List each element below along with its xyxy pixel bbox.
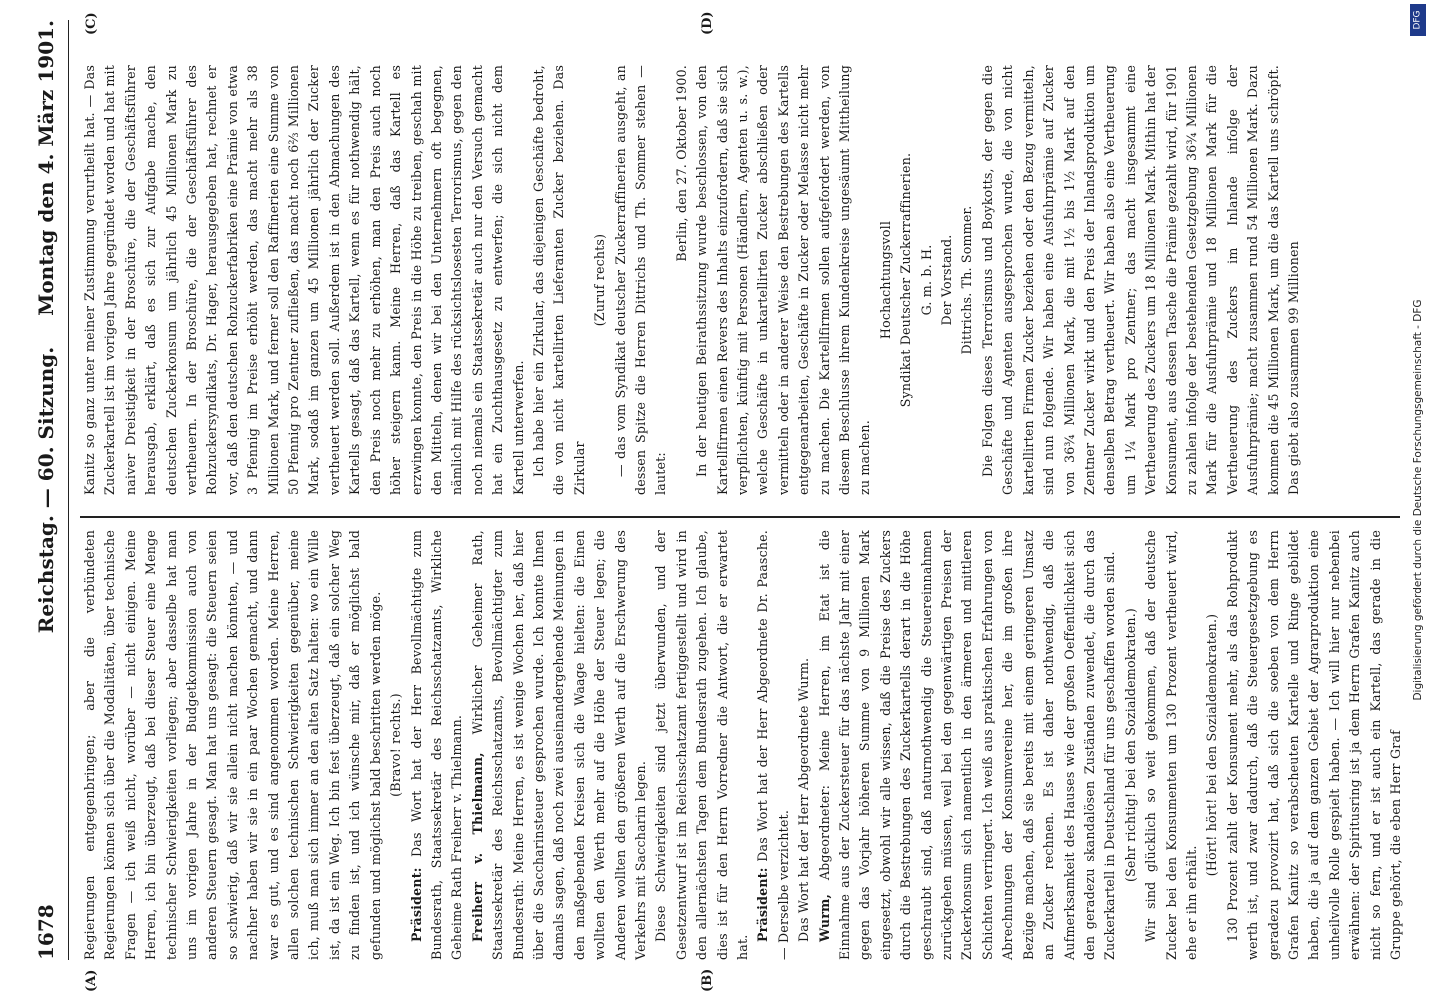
paragraph: Regierungen entgegenbringen; aber die verbündeten Regierungen können sich über die Modalitäten, über technische Fragen — ich weiß nicht, worüber — nicht einigen. Meine Herren, ich bin überzeugt, daß bei dieser Steuer eine Menge technischer Schwierigkeiten vorliegen; aber dasselbe hat man uns im vorigen Jahre in der Budgetkommission auch von anderen Steuern gesagt. Man hat uns gesagt: die Steuern seien so schwierig, daß wir sie allein nicht machen könnten, — und nachher haben wir sie in ein paar Wochen gemacht, und dann war es gut, und es sind angenommen worden. Meine Herren, allen solchen technischen Schwierigkeiten gegenüber, meine ich, muß man sich immer an den alten Satz halten: wo ein Wille ist, da ist ein Weg. Ich bin fest überzeugt, daß ein solcher Weg zu finden ist, und ich wünsche mir, daß er möglichst bald gefunden und möglichst bald beschritten werden möge. (82, 530, 383, 960)
session-date: Montag den 4. März 1901. (34, 20, 58, 316)
speech-text: Abgeordneter: Meine Herren, im Etat ist die Einnahme aus der Zuckersteuer für das nächste Jahr mit einer gegen das Vorjahr höheren Summe von 9 Millionen Mark eingesetzt, obwohl wir alle wissen, daß die Preise des Zuckers durch die Bestrebungen des Zuckerkartells derart in die Höhe geschraubt sind, daß naturnothwendig die Steuereinnahmen zurückgehen müssen, weil bei den gegenwärtigen Preisen der Zuckerkonsum sich namentlich in den ärmeren und mittleren Schichten verringert. Ich weiß aus praktischen Erfahrungen von Abrechnungen der Konsumvereine her, die im großen ihre Bezüge machen, daß sie bereits mit einem geringeren Umsatz an Zucker rechnen. Es ist daher nothwendig, daß die Aufmerksamkeit des Hauses wie der großen Oeffentlichkeit sich den geradezu skandalösen Zuständen zuwendet, die durch das Zuckerkartell in Deutschland für uns geschaffen worden sind. (816, 530, 1118, 960)
speech-text: Das Wort hat der Herr Bevollmächtigte zum Bundesrath, Staatssekretär des Reichsschatzamts, Wirkliche Geheime Rath Freiherr v. Thielmann. (408, 530, 465, 960)
paragraph: Die Folgen dieses Terrorismus und Boykotts, der gegen die Geschäfte und Agenten ausgesprochen wurde, die von nicht kartellirten Firmen Zucker beziehen oder den Bezug vermitteln, sind nun folgende. Wir haben eine Ausfuhrprämie auf Zucker von 36¾ Millionen Mark, die mit 1½ bis 1½ Mark auf den Zentner Zucker wirkt und den Preis der Inlandsproduktion um denselben Betrag vertheuert. Wir haben also eine Vertheuerung um 1¼ Mark pro Zentner; das macht insgesammt eine Vertheuerung des Zuckers um 18 Millionen Mark. Mithin hat der Konsument, aus dessen Tasche die Prämie gezahlt wird, für 1901 zu zahlen infolge der bestehenden Gesetzgebung 36¾ Millionen Mark für die Ausfuhrprämie und 18 Millionen Mark für die Vertheuerung des Zuckers im Inlande infolge der Ausfuhrprämie; macht zusammen rund 54 Millionen Mark. Dazu kommen die 45 Millionen Mark, um die das Kartell uns schröpft. Das giebt also zusammen 99 Millionen (979, 65, 1301, 495)
speaker-paragraph (407, 530, 468, 960)
paragraph: — das vom Syndikat deutscher Zuckerraffinerien ausgeht, an dessen Spitze die Herren Dittrichs und Th. Sommer stehen — lautet: (612, 65, 669, 495)
page-number: 1678 (34, 904, 58, 960)
letter-signature: Der Vorstand. (939, 234, 955, 326)
interjection: (Zuruf rechts) (592, 233, 608, 327)
speaker-label: Präsident: (755, 867, 771, 942)
letter-date: Berlin, den 27. Oktober 1900. (673, 65, 689, 262)
left-column (80, 530, 1403, 960)
letter-body: In der heutigen Beirathssitzung wurde beschlossen, von den Kartellfirmen einen Revers des Inhalts einzufordern, daß sie sich verpflichten, künftig mit Personen (Händlern, Agenten u. s. w.), welche Geschäfte in unkartellirten Zucker abschließen oder vermitteln oder in anderer Weise den Bestrebungen des Kartells entgegenarbeiten, Geschäfte in Zucker oder Melasse nicht mehr zu machen. Die Kartellfirmen sollen aufgefordert werden, von diesem Beschlusse ihrem Kundenkreise ungesäumt Mittheilung zu machen. (694, 65, 873, 495)
applause: (Hört! hört! bei den Sozialdemokraten.) (1204, 613, 1220, 877)
paragraph: Ich habe hier ein Zirkular, das diejenigen Geschäfte bedroht, die von nicht kartellirten Lieferanten Zucker beziehen. Das Zirkular (530, 65, 587, 495)
speaker-paragraph (468, 530, 652, 960)
margin-mark-b: (B) (700, 968, 715, 992)
margin-mark-c: (C) (84, 12, 99, 35)
margin-mark-a: (A) (84, 969, 99, 992)
speaker-label: Freiherr v. Thielmann, (469, 752, 485, 942)
attribution-text: Digitalisierung gefördert durch die Deutsche Forschungsgemeinschaft - DFG (1412, 299, 1424, 701)
paragraph: Kanitz so ganz unter meiner Zustimmung verurtheilt hat. — Das Zuckerkartell ist im vorigen Jahre gegründet worden und hat mit naiver Dreistigkeit in der Broschüre, die der Geschäftsführer herausgab, erklärt, daß es sich zur Aufgabe mache, den deutschen Zuckerkonsum um jährlich 45 Millionen Mark zu vertheuern. In der Broschüre, die der Geschäftsführer des Rohzuckersyndikats, Dr. Hager, herausgegeben hat, rechnet er vor, daß den deutschen Rohzuckerfabriken eine Prämie von etwa 3 Pfennig im Preise erhöht werden, das macht mehr als 38 Millionen Mark, und ferner soll den Raffinerien eine Summe von 50 Pfennig pro Zentner zufließen, das macht noch 6⅔ Millionen Mark, sodaß im ganzen um 45 Millionen jährlich der Zucker vertheuert werden soll. Außerdem ist in den Abmachungen des Kartells gesagt, daß das Kartell, wenn es für nothwendig hält, den Preis noch mehr zu erhöhen, man den Preis auch noch höher steigern kann. Meine Herren, daß das Kartell es erzwingen konnte, den Preis in die Höhe zu treiben, geschah mit den Mitteln, denen wir bei den Unternehmern oft begegnen, nämlich mit Hilfe des rücksichtslosesten Terrorismus, gegen den noch niemals ein Staatssekretär auch nur den Versuch gemacht hat ein Zuchthausgesetz zu entwerfen; die sich nicht dem Kartell unterwerfen. (82, 65, 526, 495)
applause: (Sehr richtig! bei den Sozialdemokraten.) (1122, 607, 1138, 883)
speaker-paragraph (753, 530, 794, 960)
paragraph: Wir sind glücklich so weit gekommen, daß der deutsche Zucker bei den Konsumenten um 130 Prozent vertheuert wird, ehe er ihn erhält. (1143, 530, 1199, 960)
paragraph: Das Wort hat der Herr Abgeordnete Wurm. (796, 657, 812, 942)
dfg-logo (1410, 4, 1426, 36)
paragraph: 130 Prozent zahlt der Konsument mehr, als das Rohprodukt werth ist, und zwar dadurch, daß die Steuergesetzgebung es geradezu provozirt hat, daß sich die soeben von dem Herrn Grafen Kanitz so verabscheuten Kartelle und Ringe gebildet haben, die ja auf dem ganzen Gebiet der Agrarproduktion eine unheilvolle Rolle gespielt haben. — Ich will hier nur nebenbei erwähnen: der Spiritusring ist ja dem Herrn Grafen Kanitz auch nicht so fern, und er ist auch ein Kartell, das gerade in die Gruppe gehört, die eben Herr Graf (1224, 530, 1403, 960)
attribution-strip (1404, 0, 1432, 1000)
letter-closing: Hochachtungsvoll (877, 220, 893, 340)
speaker-label: Präsident: (408, 867, 424, 942)
letter-signature: Syndikat Deutscher Zuckerraffinerien. (898, 152, 914, 408)
right-column (80, 65, 1400, 495)
speech-text: Wirklicher Geheimer Rath, Staatssekretär des Reichsschatzamts, Bevollmächtigter zum Bundesrath: Meine Herren, es ist wenige Wochen her, daß hier über die Saccharinsteuer gesprochen wurde. Ich konnte Ihnen damals sagen, daß noch zwei auseinandergehende Meinungen in den maßgebenden Kreisen sich die Waage hielten: die Einen wollten den Werth mehr auf die Höhe der Steuer legen; die Anderen wollten den größeren Werth auf die Erschwerung des Verkehrs mit Saccharin legen. (469, 530, 648, 960)
speaker-paragraph (815, 530, 1121, 960)
column-divider (80, 517, 1400, 519)
paragraph: Diese Schwierigkeiten sind jetzt überwunden, und der Gesetzentwurf ist im Reichsschatzamt fertiggestellt und wird in den allernächsten Tagen dem Bundesrath zugehen. Ich glaube, dies ist für den Herrn Vorredner die Antwort, die er erwartet hat. (653, 530, 750, 960)
letter-signature: G. m. b. H. (918, 244, 934, 316)
page-header (28, 20, 69, 960)
speaker-label: Wurm, (816, 893, 832, 942)
letter-signature: Dittrichs. Th. Sommer. (959, 205, 975, 355)
session-title: Reichstag. — 60. Sitzung. (34, 346, 58, 634)
margin-mark-d: (D) (700, 11, 715, 35)
dfg-logo-text: DFG (1413, 10, 1423, 30)
applause: (Bravo! rechts.) (388, 693, 404, 797)
speech-text: Das Wort hat der Herr Abgeordnete Dr. Paasche. — Derselbe verzichtet. (755, 530, 791, 960)
